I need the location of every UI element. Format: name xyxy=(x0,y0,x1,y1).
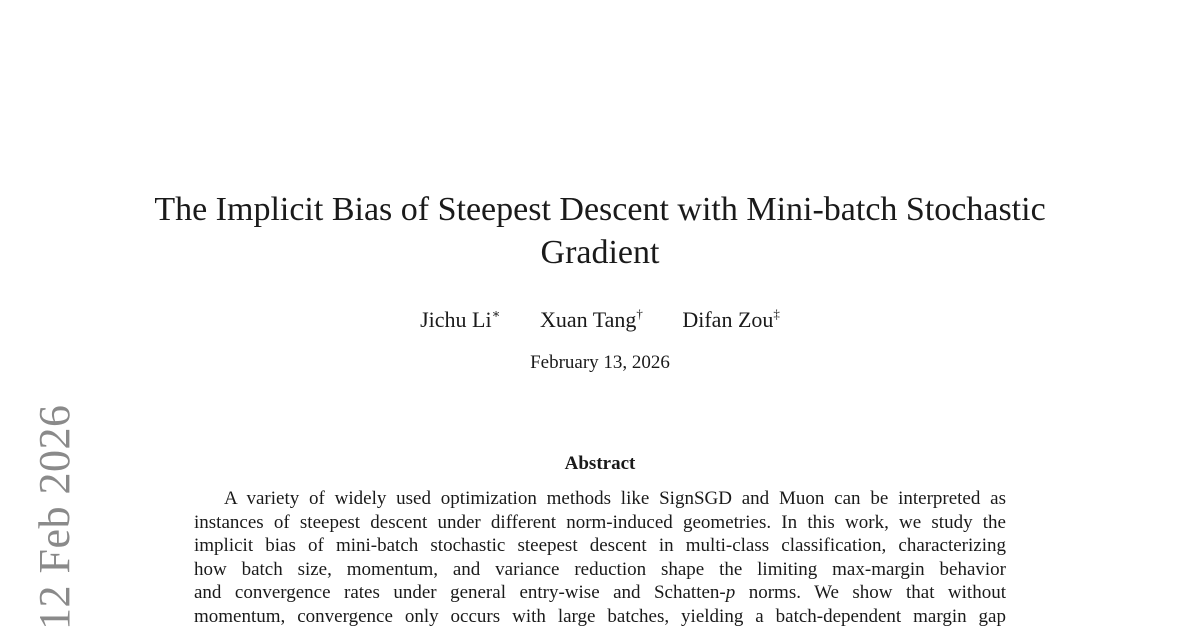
author-1 xyxy=(420,300,500,334)
abstract-heading: Abstract xyxy=(564,453,636,474)
author-name: Difan Zou xyxy=(682,307,774,332)
author-2 xyxy=(540,300,643,334)
title-line-1: The Implicit Bias of Steepest Descent with Mini-batch Stochastic xyxy=(154,191,1046,228)
abstract-body xyxy=(194,487,1006,629)
author-3 xyxy=(682,300,780,334)
author-name: Jichu Li xyxy=(420,307,492,332)
abstract-line: momentum, convergence only occurs with large batches, yielding a batch-dependent margin gap xyxy=(194,605,1006,627)
abstract-line: A variety of widely used optimization methods like SignSGD and Muon can be interpreted as xyxy=(224,488,1006,509)
abstract-line: and convergence rates under general entry-wise and Schatten-p norms. We show that without xyxy=(194,582,1006,604)
author-footnote-mark: ∗ xyxy=(491,306,501,321)
author-name: Xuan Tang xyxy=(539,307,637,332)
author-footnote-mark: ‡ xyxy=(773,306,780,321)
title-line-2: Gradient xyxy=(540,234,660,271)
arxiv-date-watermark: 12 Feb 2026 xyxy=(30,404,79,630)
publication-date: February 13, 2026 xyxy=(530,352,670,373)
abstract-line: implicit bias of mini-batch stochastic steepest descent in multi-class classification, characterizing xyxy=(194,535,1006,557)
abstract-line: how batch size, momentum, and variance reduction shape the limiting max-margin behavior xyxy=(194,558,1006,580)
paper-title xyxy=(0,188,1200,274)
author-list xyxy=(0,300,1200,334)
abstract-line: instances of steepest descent under different norm-induced geometries. In this work, we study the xyxy=(194,511,1006,533)
author-footnote-mark: † xyxy=(636,306,643,321)
